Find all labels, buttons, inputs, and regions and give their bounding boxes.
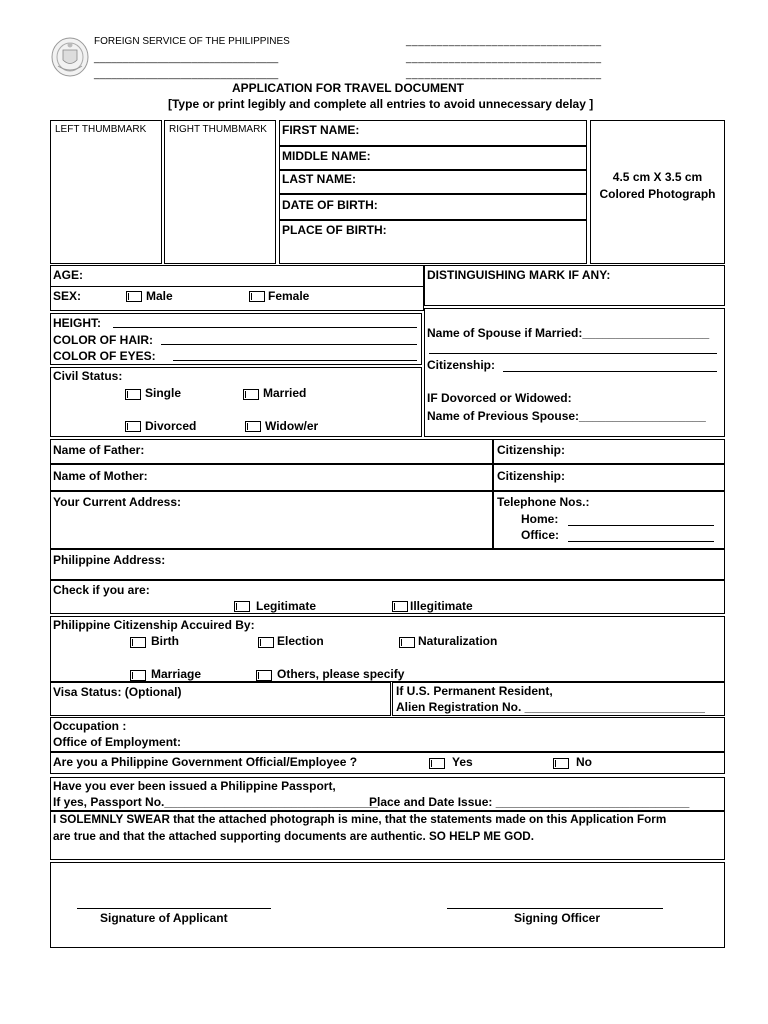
citizenship-acquired-label: Philippine Citizenship Accuired By: (53, 618, 255, 632)
occupation-label: Occupation : (53, 719, 127, 733)
divorced-checkbox[interactable] (125, 421, 141, 432)
height-label: HEIGHT: (53, 316, 101, 330)
married-label: Married (263, 386, 307, 400)
mother-name-label: Name of Mother: (53, 469, 148, 483)
father-name-field[interactable] (50, 439, 493, 464)
legitimate-checkbox[interactable] (234, 601, 250, 612)
oath-box (50, 811, 725, 860)
home-phone-label: Home: (521, 512, 559, 526)
applicant-signature-line[interactable] (77, 908, 271, 909)
last-name-label: LAST NAME: (282, 172, 356, 186)
check-if-label: Check if you are: (53, 583, 150, 597)
sex-label: SEX: (53, 289, 82, 303)
left-thumbmark-box[interactable] (50, 120, 162, 264)
single-checkbox[interactable] (125, 389, 141, 400)
eyes-label: COLOR OF EYES: (53, 349, 156, 363)
photo-type-label: Colored Photograph (599, 187, 716, 201)
philippine-address-label: Philippine Address: (53, 553, 166, 567)
left-thumbmark-label: LEFT THUMBMARK (55, 124, 147, 135)
header-blank-line: ________________________________ (406, 69, 602, 80)
agency-name: FOREIGN SERVICE OF THE PHILIPPINES (94, 36, 290, 47)
illegitimate-checkbox[interactable] (392, 601, 408, 612)
illegitimate-label: Illegitimate (410, 599, 473, 613)
photo-box[interactable] (590, 120, 725, 264)
form-title: APPLICATION FOR TRAVEL DOCUMENT (232, 81, 464, 95)
header-blank-line: ________________________________ (406, 53, 602, 64)
mother-name-field[interactable] (50, 464, 493, 491)
applicant-signature-label: Signature of Applicant (100, 911, 228, 925)
home-phone-line[interactable] (568, 525, 714, 526)
previous-spouse-label: Name of Previous Spouse:___________________ (427, 409, 706, 423)
place-of-birth-label: PLACE OF BIRTH: (282, 223, 387, 237)
height-line[interactable] (113, 327, 417, 328)
date-of-birth-field[interactable] (279, 194, 587, 220)
middle-name-label: MIDDLE NAME: (282, 149, 371, 163)
male-label: Male (146, 289, 173, 303)
election-checkbox[interactable] (258, 637, 274, 648)
form-instruction: [Type or print legibly and complete all entries to avoid unnecessary delay ] (168, 97, 594, 111)
election-label: Election (277, 634, 324, 648)
marriage-label: Marriage (151, 667, 202, 681)
age-label: AGE: (53, 268, 83, 282)
photo-size-label: 4.5 cm X 3.5 cm (612, 170, 703, 184)
first-name-field[interactable] (279, 120, 587, 146)
passport-box[interactable] (50, 777, 725, 811)
right-thumbmark-label: RIGHT THUMBMARK (169, 124, 267, 135)
father-citizenship-label: Citizenship: (497, 443, 565, 457)
office-employment-label: Office of Employment: (53, 735, 182, 749)
oath-line-2: are true and that the attached supporting documents are authentic. SO HELP ME GOD. (53, 830, 534, 843)
yes-checkbox[interactable] (429, 758, 445, 769)
female-checkbox[interactable] (249, 291, 265, 302)
officer-signature-line[interactable] (447, 908, 663, 909)
others-checkbox[interactable] (256, 670, 272, 681)
visa-status-field[interactable] (50, 682, 391, 716)
naturalization-label: Naturalization (418, 634, 498, 648)
citizenship-acquired-box (50, 616, 725, 682)
office-phone-label: Office: (521, 528, 560, 542)
current-address-field[interactable] (50, 491, 493, 549)
visa-status-label: Visa Status: (Optional) (53, 685, 182, 699)
spouse-line-2[interactable] (429, 353, 717, 354)
civil-status-box (50, 367, 422, 437)
passport-number-label: If yes, Passport No.________________________________ (53, 795, 378, 809)
male-checkbox[interactable] (126, 291, 142, 302)
father-name-label: Name of Father: (53, 443, 145, 457)
signature-box (50, 862, 725, 948)
distinguishing-mark-label: DISTINGUISHING MARK IF ANY: (427, 268, 611, 282)
first-name-label: FIRST NAME: (282, 123, 360, 137)
legitimacy-box (50, 580, 725, 614)
header-blank-line: ________________________________ (406, 36, 602, 47)
passport-question: Have you ever been issued a Philippine Passport, (53, 779, 336, 793)
married-checkbox[interactable] (243, 389, 259, 400)
place-of-birth-field[interactable] (279, 220, 587, 264)
civil-status-label: Civil Status: (53, 369, 123, 383)
permanent-resident-label: If U.S. Permanent Resident, (396, 684, 553, 698)
government-employee-question: Are you a Philippine Government Official/Employee ? (53, 755, 358, 769)
mother-citizenship-label: Citizenship: (497, 469, 565, 483)
header-blank-line: ________________________________ (94, 69, 279, 80)
birth-checkbox[interactable] (130, 637, 146, 648)
widow-checkbox[interactable] (245, 421, 261, 432)
spouse-citizenship-line[interactable] (503, 371, 717, 372)
philippine-address-field[interactable] (50, 549, 725, 580)
oath-line-1: I SOLEMNLY SWEAR that the attached photograph is mine, that the statements made on this Application Form (53, 813, 667, 826)
government-employee-box (50, 752, 725, 774)
date-of-birth-label: DATE OF BIRTH: (282, 198, 378, 212)
age-divider (51, 286, 423, 287)
right-thumbmark-box[interactable] (164, 120, 276, 264)
hair-label: COLOR OF HAIR: (53, 333, 153, 347)
hair-line[interactable] (161, 344, 417, 345)
header-blank-line: ________________________________ (94, 53, 279, 64)
officer-signature-label: Signing Officer (514, 911, 601, 925)
telephone-label: Telephone Nos.: (497, 495, 590, 509)
divorced-widowed-label: IF Dovorced or Widowed: (427, 391, 572, 405)
physical-box (50, 313, 422, 365)
marriage-checkbox[interactable] (130, 670, 146, 681)
alien-registration-label: Alien Registration No. ___________________________ (396, 700, 705, 714)
no-label: No (576, 755, 592, 769)
spouse-citizenship-label: Citizenship: (427, 358, 495, 372)
no-checkbox[interactable] (553, 758, 569, 769)
alien-registration-field[interactable] (392, 682, 725, 716)
divorced-label: Divorced (145, 419, 197, 433)
spouse-box (424, 308, 725, 437)
naturalization-checkbox[interactable] (399, 637, 415, 648)
place-date-issue-label: Place and Date Issue: _____________________________ (369, 795, 690, 809)
widow-label: Widow/er (265, 419, 319, 433)
single-label: Single (145, 386, 182, 400)
office-phone-line[interactable] (568, 541, 714, 542)
spouse-label: Name of Spouse if Married:___________________ (427, 326, 710, 340)
last-name-field[interactable] (279, 170, 587, 194)
father-citizenship-field[interactable] (493, 439, 725, 464)
telephone-box (493, 491, 725, 549)
others-label: Others, please specify (277, 667, 405, 681)
middle-name-field[interactable] (279, 146, 587, 170)
mother-citizenship-field[interactable] (493, 464, 725, 491)
distinguishing-mark-field[interactable] (424, 265, 725, 306)
current-address-label: Your Current Address: (53, 495, 182, 509)
legitimate-label: Legitimate (256, 599, 317, 613)
female-label: Female (268, 289, 310, 303)
employment-box[interactable] (50, 717, 725, 752)
yes-label: Yes (452, 755, 473, 769)
eyes-line[interactable] (173, 360, 417, 361)
birth-label: Birth (151, 634, 179, 648)
age-sex-box (50, 265, 424, 311)
philippine-seal-logo (50, 36, 90, 78)
